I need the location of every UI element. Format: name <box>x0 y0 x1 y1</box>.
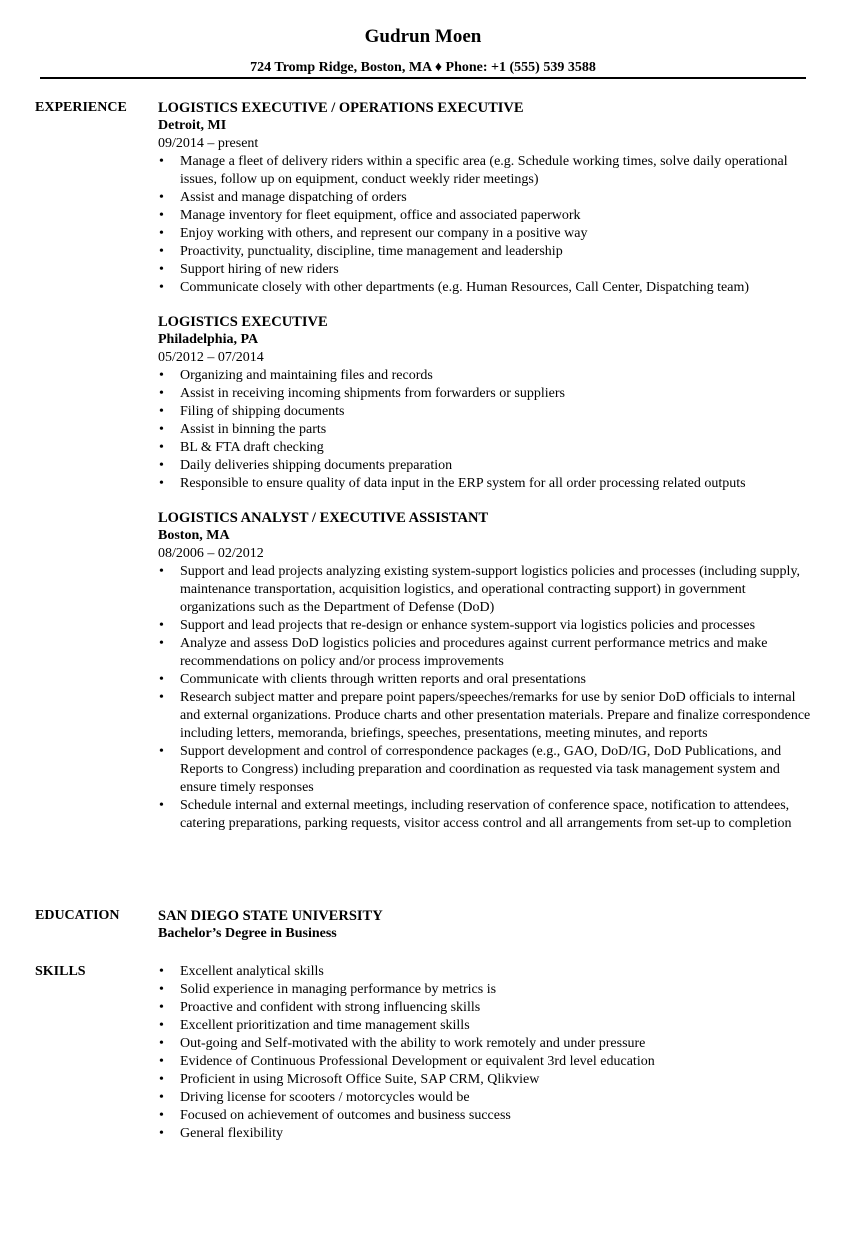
section-label-education: EDUCATION <box>35 908 120 923</box>
list-item: • Proactive and confident with strong influencing skills <box>180 999 815 1017</box>
job-dates: 09/2014 – present <box>158 136 259 151</box>
list-item: • Out-going and Self-motivated with the ability to work remotely and under pressure <box>180 1035 815 1053</box>
job-duties-list <box>158 563 815 833</box>
candidate-name: Gudrun Moen <box>364 26 482 47</box>
list-item: • Manage inventory for fleet equipment, office and associated paperwork <box>180 207 815 225</box>
list-item: • Enjoy working with others, and represent our company in a positive way <box>180 225 815 243</box>
list-item: • Excellent analytical skills <box>180 963 815 981</box>
list-item: • Daily deliveries shipping documents preparation <box>180 457 815 475</box>
job-entry <box>158 509 815 833</box>
list-item: • Evidence of Continuous Professional Development or equivalent 3rd level education <box>180 1053 815 1071</box>
school-name: SAN DIEGO STATE UNIVERSITY <box>158 908 383 924</box>
job-duties-list <box>158 367 815 493</box>
list-item: • Support and lead projects that re-design or enhance system-support via logistics policies and processes <box>180 617 815 635</box>
job-dates: 08/2006 – 02/2012 <box>158 546 264 561</box>
job-title: LOGISTICS EXECUTIVE / OPERATIONS EXECUTIVE <box>158 100 524 116</box>
section-label-experience: EXPERIENCE <box>35 100 127 115</box>
list-item: • Support hiring of new riders <box>180 261 815 279</box>
list-item: • Assist in binning the parts <box>180 421 815 439</box>
education-section <box>35 907 815 943</box>
list-item: • Assist and manage dispatching of orders <box>180 189 815 207</box>
list-item: • Proactivity, punctuality, discipline, time management and leadership <box>180 243 815 261</box>
job-dates: 05/2012 – 07/2014 <box>158 350 264 365</box>
list-item: • Communicate closely with other departments (e.g. Human Resources, Call Center, Dispatching team) <box>180 279 815 297</box>
list-item: • Assist in receiving incoming shipments from forwarders or suppliers <box>180 385 815 403</box>
experience-section <box>35 99 815 833</box>
degree: Bachelor’s Degree in Business <box>158 926 337 941</box>
list-item: • Support development and control of correspondence packages (e.g., GAO, DoD/IG, DoD Publications, and Reports to Congress) including preparation and coordination as requested via task management system and ensure timely responses <box>180 743 815 797</box>
contact-line: 724 Tromp Ridge, Boston, MA ♦ Phone: +1 (555) 539 3588 <box>250 60 596 75</box>
list-item: • Driving license for scooters / motorcycles would be <box>180 1089 815 1107</box>
resume-header <box>0 25 846 77</box>
list-item: • Organizing and maintaining files and records <box>180 367 815 385</box>
job-title: LOGISTICS ANALYST / EXECUTIVE ASSISTANT <box>158 510 489 526</box>
list-item: • Manage a fleet of delivery riders within a specific area (e.g. Schedule working times, solve daily operational issues, follow up on equipment, conduct weekly rider meetings) <box>180 153 815 189</box>
skills-section <box>35 963 815 1143</box>
list-item: • Responsible to ensure quality of data input in the ERP system for all order processing related outputs <box>180 475 815 493</box>
list-item: • General flexibility <box>180 1125 815 1143</box>
header-divider <box>40 77 806 79</box>
job-title: LOGISTICS EXECUTIVE <box>158 314 328 330</box>
list-item: • Schedule internal and external meetings, including reservation of conference space, notification to attendees, catering preparations, parking requests, visitor access control and all arrangements from set-up to completion <box>180 797 815 833</box>
list-item: • Filing of shipping documents <box>180 403 815 421</box>
job-location: Boston, MA <box>158 528 230 543</box>
skills-list <box>158 963 815 1143</box>
list-item: • Focused on achievement of outcomes and business success <box>180 1107 815 1125</box>
list-item: • Research subject matter and prepare point papers/speeches/remarks for use by senior DoD officials to internal and external organizations. Produce charts and other presentation materials. Prepare and finalize correspondence including letters, memoranda, briefings, speeches, presentations, meeting minutes, and reports <box>180 689 815 743</box>
list-item: • Solid experience in managing performance by metrics is <box>180 981 815 999</box>
list-item: • Proficient in using Microsoft Office Suite, SAP CRM, Qlikview <box>180 1071 815 1089</box>
list-item: • Excellent prioritization and time management skills <box>180 1017 815 1035</box>
job-location: Philadelphia, PA <box>158 332 259 347</box>
list-item: • BL & FTA draft checking <box>180 439 815 457</box>
section-label-skills: SKILLS <box>35 964 86 979</box>
job-entry <box>158 313 815 493</box>
job-entry <box>158 99 815 297</box>
job-duties-list <box>158 153 815 297</box>
job-location: Detroit, MI <box>158 118 227 133</box>
list-item: • Analyze and assess DoD logistics policies and procedures against current performance metrics and make recommendations on policy and/or process improvements <box>180 635 815 671</box>
list-item: • Communicate with clients through written reports and oral presentations <box>180 671 815 689</box>
list-item: • Support and lead projects analyzing existing system-support logistics policies and processes (including supply, maintenance transportation, acquisition logistics, and operational contracting support) in government organizations such as the Department of Defense (DoD) <box>180 563 815 617</box>
